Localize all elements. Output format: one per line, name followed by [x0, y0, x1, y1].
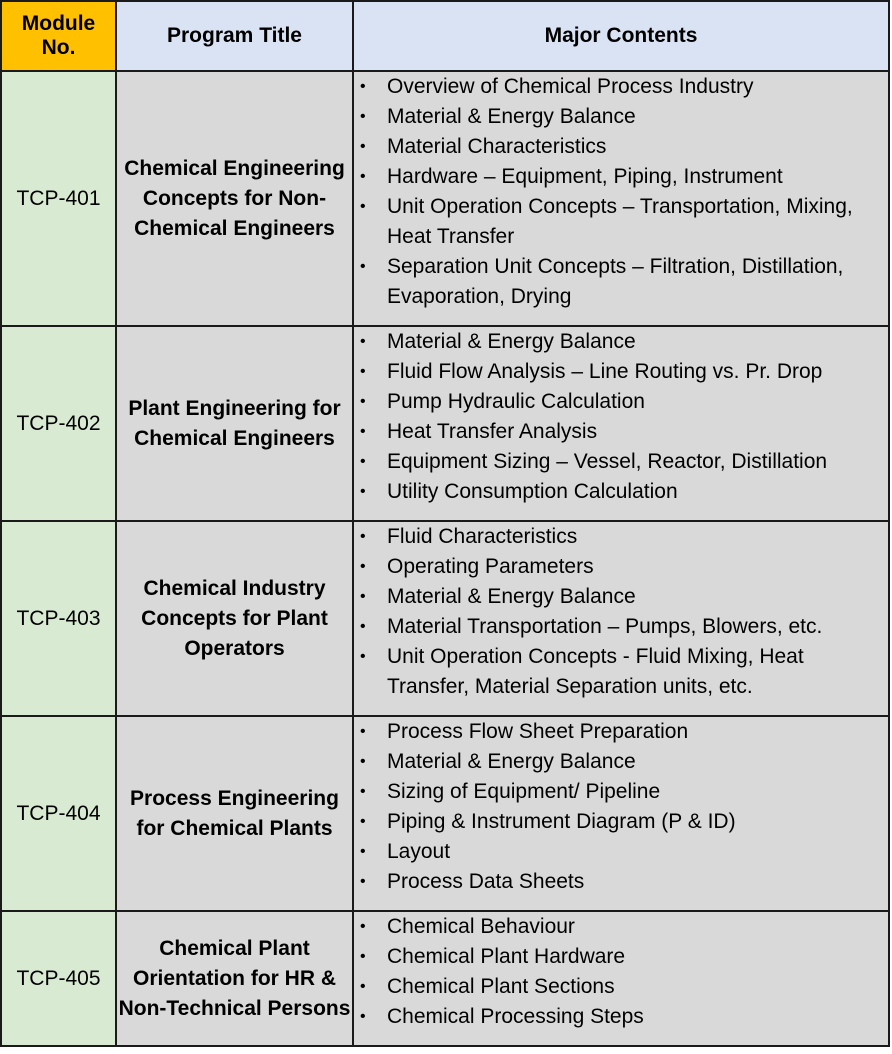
list-item-text: Operating Parameters	[387, 555, 594, 578]
module-code: TCP-402	[1, 326, 116, 521]
list-item-text: Material & Energy Balance	[387, 330, 636, 353]
bullet-icon: •	[360, 558, 366, 575]
list-item-text: Pump Hydraulic Calculation	[387, 390, 645, 413]
list-item-text: Material & Energy Balance	[387, 750, 636, 773]
bullet-icon: •	[360, 783, 366, 800]
bullet-icon: •	[360, 588, 366, 605]
bullet-icon: •	[360, 423, 366, 440]
list-item	[354, 327, 888, 357]
bullet-icon: •	[360, 918, 366, 935]
list-item-text: Chemical Plant Hardware	[387, 945, 626, 968]
list-item-text: Unit Operation Concepts – Transportation, Mixing, Heat Transfer	[387, 195, 853, 248]
list-item	[354, 747, 888, 777]
list-item	[354, 477, 888, 507]
list-item-text: Material & Energy Balance	[387, 585, 636, 608]
major-contents-cell	[353, 716, 889, 911]
bullet-icon: •	[360, 78, 366, 95]
list-item-text: Equipment Sizing – Vessel, Reactor, Distillation	[387, 450, 828, 473]
program-title: Chemical Engineering Concepts for Non-Chemical Engineers	[116, 71, 353, 326]
bullet-icon: •	[360, 333, 366, 350]
list-item	[354, 252, 888, 312]
list-item	[354, 357, 888, 387]
table-row	[1, 911, 889, 1046]
list-item	[354, 417, 888, 447]
list-item-text: Utility Consumption Calculation	[387, 480, 678, 503]
list-item	[354, 447, 888, 477]
major-contents-cell	[353, 71, 889, 326]
table-row	[1, 521, 889, 716]
program-title: Chemical Plant Orientation for HR & Non-Technical Persons	[116, 911, 353, 1046]
bullet-icon: •	[360, 198, 366, 215]
list-item-text: Separation Unit Concepts – Filtration, Distillation, Evaporation, Drying	[387, 255, 844, 308]
list-item	[354, 642, 888, 702]
bullet-icon: •	[360, 648, 366, 665]
table-row	[1, 716, 889, 911]
module-code: TCP-401	[1, 71, 116, 326]
list-item-text: Material & Energy Balance	[387, 105, 636, 128]
list-item	[354, 1002, 888, 1032]
major-contents-cell	[353, 521, 889, 716]
table-row	[1, 326, 889, 521]
table-row	[1, 71, 889, 326]
table-body	[1, 71, 889, 1046]
list-item	[354, 132, 888, 162]
list-item-text: Unit Operation Concepts - Fluid Mixing, Heat Transfer, Material Separation units, etc.	[387, 645, 804, 698]
program-title: Chemical Industry Concepts for Plant Operators	[116, 521, 353, 716]
module-header-line1: Module	[21, 12, 96, 35]
list-item-text: Fluid Flow Analysis – Line Routing vs. Pr. Drop	[387, 360, 823, 383]
list-item	[354, 942, 888, 972]
list-item	[354, 807, 888, 837]
bullet-icon: •	[360, 138, 366, 155]
list-item-text: Fluid Characteristics	[387, 525, 578, 548]
list-item-text: Process Data Sheets	[387, 870, 585, 893]
table-header	[1, 1, 889, 71]
list-item-text: Material Transportation – Pumps, Blowers, etc.	[387, 615, 823, 638]
bullet-icon: •	[360, 948, 366, 965]
list-item-text: Hardware – Equipment, Piping, Instrument	[387, 165, 783, 188]
bullet-icon: •	[360, 108, 366, 125]
contents-list	[354, 717, 888, 897]
list-item	[354, 912, 888, 942]
bullet-icon: •	[360, 483, 366, 500]
bullet-icon: •	[360, 813, 366, 830]
list-item	[354, 72, 888, 102]
contents-list	[354, 522, 888, 702]
bullet-icon: •	[360, 1008, 366, 1025]
list-item-text: Heat Transfer Analysis	[387, 420, 598, 443]
bullet-icon: •	[360, 528, 366, 545]
list-item-text: Overview of Chemical Process Industry	[387, 75, 754, 98]
list-item-text: Chemical Processing Steps	[387, 1005, 644, 1028]
list-item-text: Chemical Plant Sections	[387, 975, 615, 998]
list-item	[354, 387, 888, 417]
list-item	[354, 612, 888, 642]
program-title: Plant Engineering for Chemical Engineers	[116, 326, 353, 521]
contents-list	[354, 72, 888, 312]
list-item	[354, 717, 888, 747]
list-item-text: Layout	[387, 840, 451, 863]
list-item	[354, 867, 888, 897]
list-item-text: Sizing of Equipment/ Pipeline	[387, 780, 661, 803]
list-item-text: Material Characteristics	[387, 135, 607, 158]
bullet-icon: •	[360, 168, 366, 185]
list-item	[354, 162, 888, 192]
bullet-icon: •	[360, 363, 366, 380]
list-item-text: Piping & Instrument Diagram (P & ID)	[387, 810, 736, 833]
module-code: TCP-405	[1, 911, 116, 1046]
bullet-icon: •	[360, 393, 366, 410]
bullet-icon: •	[360, 258, 366, 275]
bullet-icon: •	[360, 453, 366, 470]
module-header-line2: No.	[41, 36, 76, 59]
list-item	[354, 522, 888, 552]
list-item	[354, 972, 888, 1002]
major-contents-cell	[353, 911, 889, 1046]
contents-list	[354, 912, 888, 1032]
bullet-icon: •	[360, 843, 366, 860]
list-item-text: Chemical Behaviour	[387, 915, 575, 938]
contents-list	[354, 327, 888, 507]
major-contents-header: Major Contents	[353, 1, 889, 71]
bullet-icon: •	[360, 978, 366, 995]
bullet-icon: •	[360, 753, 366, 770]
bullet-icon: •	[360, 618, 366, 635]
program-title-header: Program Title	[116, 1, 353, 71]
bullet-icon: •	[360, 873, 366, 890]
list-item	[354, 192, 888, 252]
list-item	[354, 552, 888, 582]
list-item	[354, 837, 888, 867]
module-code: TCP-403	[1, 521, 116, 716]
list-item	[354, 777, 888, 807]
bullet-icon: •	[360, 723, 366, 740]
major-contents-cell	[353, 326, 889, 521]
module-code: TCP-404	[1, 716, 116, 911]
module-no-header	[1, 1, 116, 71]
program-title: Process Engineering for Chemical Plants	[116, 716, 353, 911]
list-item-text: Process Flow Sheet Preparation	[387, 720, 689, 743]
header-row	[1, 1, 889, 71]
list-item	[354, 102, 888, 132]
list-item	[354, 582, 888, 612]
